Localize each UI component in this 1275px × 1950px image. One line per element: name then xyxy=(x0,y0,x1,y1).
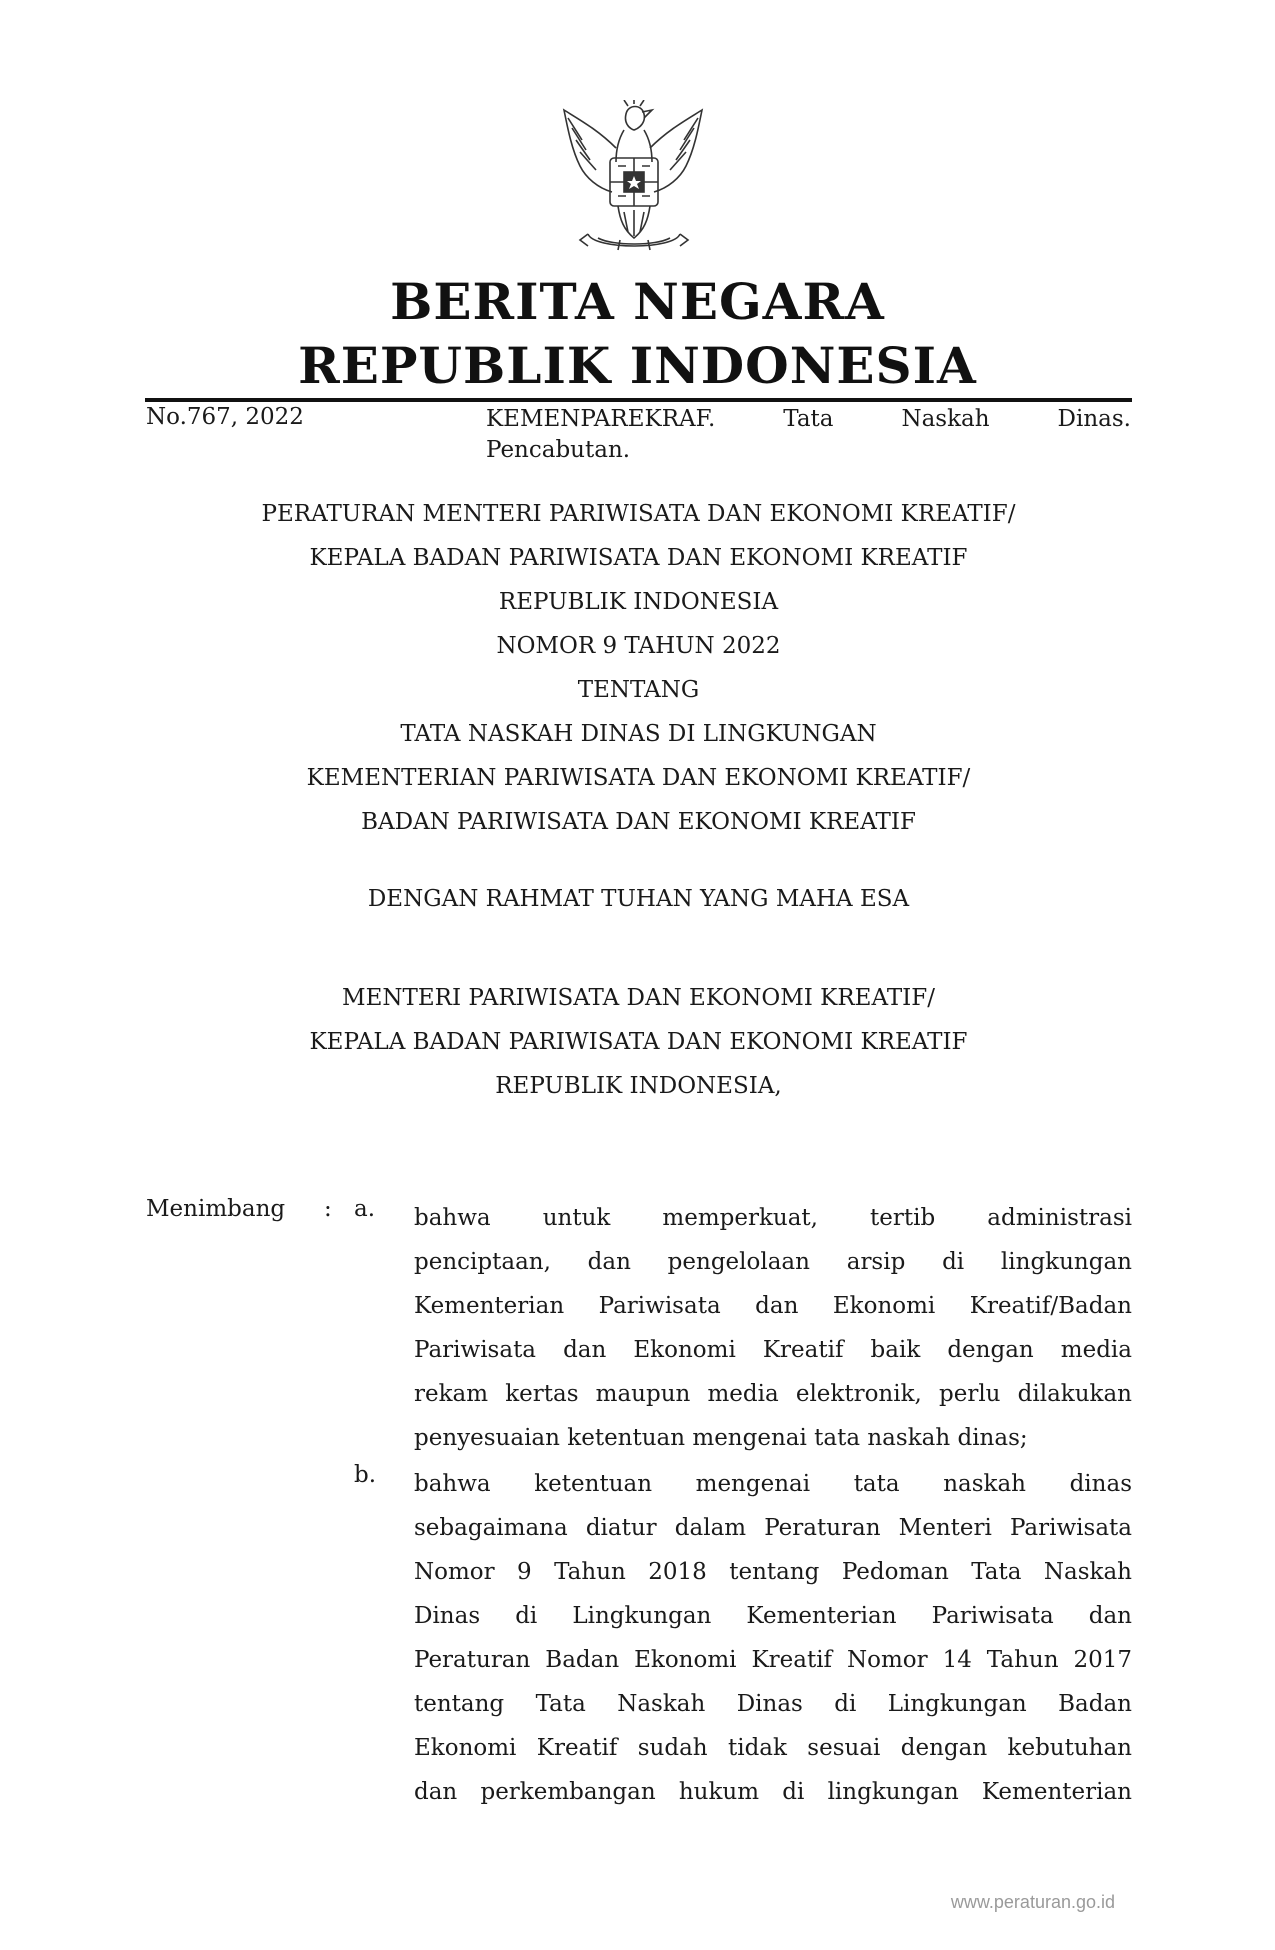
subject-word: KEMENPAREKRAF. xyxy=(486,406,716,432)
item-line: penyesuaian ketentuan mengenai tata naskah dinas; xyxy=(414,1425,1028,1451)
masthead-title: BERITA NEGARA xyxy=(390,272,885,331)
item-line: penciptaan, dan pengelolaan arsip di lingkungan xyxy=(414,1249,1132,1275)
subject-word: Dinas. xyxy=(1057,406,1131,432)
footer-url: www.peraturan.go.id xyxy=(950,1892,1115,1912)
item-line: bahwa ketentuan mengenai tata naskah dinas xyxy=(414,1471,1132,1497)
issuer-line: KEPALA BADAN PARIWISATA DAN EKONOMI KREATIF xyxy=(309,1029,968,1055)
subject-line: Pencabutan. xyxy=(486,437,631,463)
item-line: Kementerian Pariwisata dan Ekonomi Kreatif/Badan xyxy=(414,1293,1132,1319)
title-line: NOMOR 9 TAHUN 2022 xyxy=(496,633,781,659)
issuer-line: REPUBLIK INDONESIA, xyxy=(495,1073,782,1099)
subject-word: Naskah xyxy=(901,406,990,432)
item-line: Nomor 9 Tahun 2018 tentang Pedoman Tata Naskah xyxy=(414,1559,1132,1585)
title-line: TATA NASKAH DINAS DI LINGKUNGAN xyxy=(400,721,877,747)
title-line: REPUBLIK INDONESIA xyxy=(498,589,779,615)
gazette-number: No.767, 2022 xyxy=(146,404,304,430)
title-line: KEPALA BADAN PARIWISATA DAN EKONOMI KREATIF xyxy=(309,545,968,571)
subject-word: Tata xyxy=(783,406,834,432)
garuda-emblem-icon xyxy=(558,100,708,260)
item-marker: b. xyxy=(354,1462,377,1488)
masthead-divider xyxy=(145,398,1132,402)
regulation-title xyxy=(145,492,1132,844)
item-line: rekam kertas maupun media elektronik, perlu dilakukan xyxy=(414,1381,1132,1407)
menimbang-colon: : xyxy=(324,1196,332,1222)
item-line: Dinas di Lingkungan Kementerian Pariwisata dan xyxy=(414,1603,1132,1629)
item-line: Pariwisata dan Ekonomi Kreatif baik dengan media xyxy=(414,1337,1132,1363)
title-line: TENTANG xyxy=(577,677,700,703)
issuer-block xyxy=(145,976,1132,1108)
title-line: PERATURAN MENTERI PARIWISATA DAN EKONOMI KREATIF/ xyxy=(261,501,1016,527)
item-line: dan perkembangan hukum di lingkungan Kementerian xyxy=(414,1779,1132,1805)
title-line: KEMENTERIAN PARIWISATA DAN EKONOMI KREATIF/ xyxy=(306,765,971,791)
issuer-line: MENTERI PARIWISATA DAN EKONOMI KREATIF/ xyxy=(342,985,935,1011)
item-line: Peraturan Badan Ekonomi Kreatif Nomor 14 Tahun 2017 xyxy=(414,1647,1132,1673)
masthead-subtitle: REPUBLIK INDONESIA xyxy=(298,336,977,395)
gazette-subject xyxy=(486,404,1131,466)
item-line: sebagaimana diatur dalam Peraturan Menteri Pariwisata xyxy=(414,1515,1132,1541)
title-line: BADAN PARIWISATA DAN EKONOMI KREATIF xyxy=(361,809,916,835)
item-line: bahwa untuk memperkuat, tertib administrasi xyxy=(414,1205,1132,1231)
item-line: tentang Tata Naskah Dinas di Lingkungan Badan xyxy=(414,1691,1132,1717)
menimbang-label: Menimbang xyxy=(146,1196,286,1222)
invocation: DENGAN RAHMAT TUHAN YANG MAHA ESA xyxy=(367,886,910,912)
item-line: Ekonomi Kreatif sudah tidak sesuai dengan kebutuhan xyxy=(414,1735,1132,1761)
item-marker: a. xyxy=(354,1196,376,1222)
